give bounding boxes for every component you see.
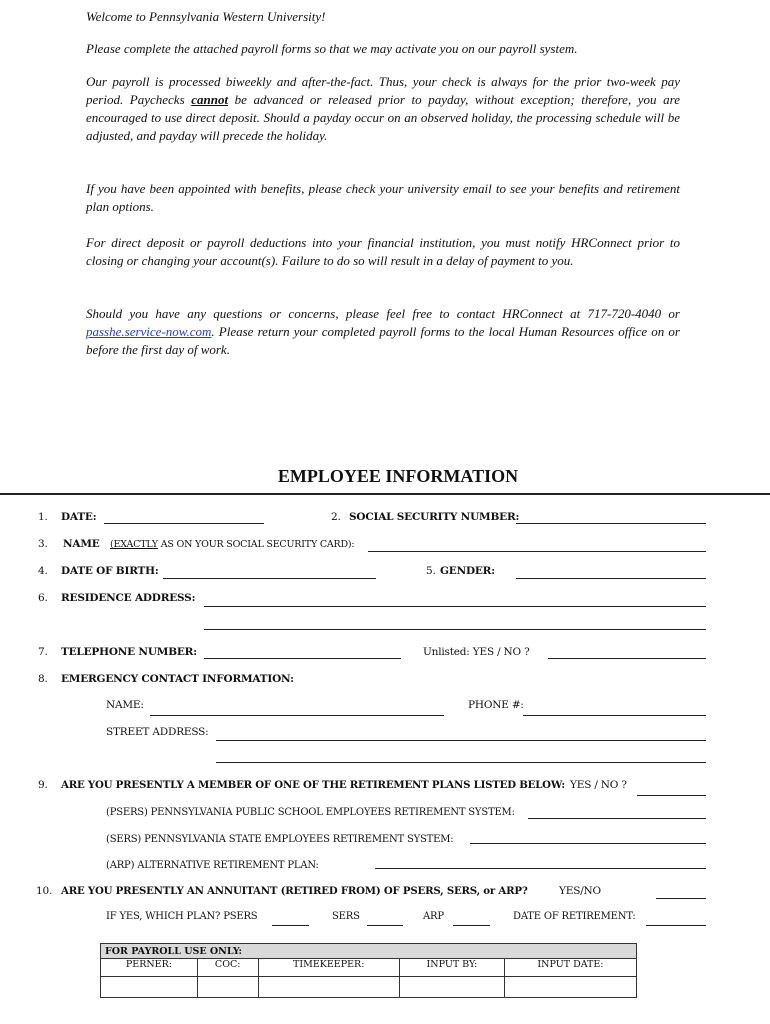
retirement-yes-no: YES / NO ? bbox=[570, 779, 627, 791]
input-date-cell[interactable] bbox=[504, 977, 636, 998]
item-number-3: 3. bbox=[38, 538, 48, 550]
retirement-question: ARE YOU PRESENTLY A MEMBER OF ONE OF THE RETIREMENT PLANS LISTED BELOW: bbox=[61, 779, 565, 791]
item-number-8: 8. bbox=[38, 673, 48, 685]
plan-psers-field[interactable] bbox=[272, 925, 309, 926]
arp-field[interactable] bbox=[375, 868, 706, 869]
perner-header: PERNER: bbox=[101, 959, 198, 977]
retirement-answer-field[interactable] bbox=[637, 795, 706, 796]
date-field[interactable] bbox=[104, 523, 264, 524]
intro-paragraph-contact bbox=[86, 305, 680, 359]
annuitant-yes-no: YES/NO bbox=[559, 885, 601, 897]
annuitant-answer-field[interactable] bbox=[656, 898, 706, 899]
ssn-field[interactable] bbox=[516, 523, 706, 524]
gender-field[interactable] bbox=[516, 578, 706, 579]
item-number-10: 10. bbox=[36, 885, 53, 897]
payroll-table-title: FOR PAYROLL USE ONLY: bbox=[101, 944, 637, 959]
item-number-2: 2. bbox=[331, 511, 341, 523]
annuitant-question: ARE YOU PRESENTLY AN ANNUITANT (RETIRED FROM) OF PSERS, SERS, or ARP? bbox=[61, 885, 528, 897]
ec-name-label: NAME: bbox=[106, 699, 144, 711]
gender-label: GENDER: bbox=[440, 565, 495, 577]
phone-label: TELEPHONE NUMBER: bbox=[61, 646, 197, 658]
item-number-4: 4. bbox=[38, 565, 48, 577]
phone-field[interactable] bbox=[204, 658, 401, 659]
intro-paragraph-benefits bbox=[86, 180, 680, 216]
plan-sers-field[interactable] bbox=[367, 925, 403, 926]
dob-field[interactable] bbox=[163, 578, 376, 579]
section-title: EMPLOYEE INFORMATION bbox=[277, 466, 519, 486]
deposit-text: For direct deposit or payroll deductions into your financial institution, you must notify HRConnect prior to closing or changing your account(s). Failure to do so will result in a delay of payment to you. bbox=[86, 235, 680, 268]
exactly-emphasis: (EXACTLY bbox=[110, 539, 158, 550]
item-number-9: 9. bbox=[38, 779, 48, 791]
which-plan-label: IF YES, WHICH PLAN? PSERS bbox=[106, 911, 258, 922]
item-number-5: 5. bbox=[426, 565, 436, 577]
contact-text-b: . Please return your completed payroll forms to the local Human Resources office on or before the first day of work. bbox=[86, 324, 680, 357]
name-instructions bbox=[110, 538, 354, 552]
date-label: DATE: bbox=[61, 511, 97, 523]
contact-text-a: Should you have any questions or concerns, please feel free to contact HRConnect at 717-720-4040 or bbox=[86, 306, 680, 321]
retirement-date-field[interactable] bbox=[646, 925, 706, 926]
psers-field[interactable] bbox=[528, 818, 706, 819]
payroll-use-table bbox=[100, 943, 637, 998]
perner-cell[interactable] bbox=[101, 977, 198, 998]
ssn-label: SOCIAL SECURITY NUMBER: bbox=[349, 511, 520, 523]
item-number-7: 7. bbox=[38, 646, 48, 658]
plan-arp-field[interactable] bbox=[453, 925, 490, 926]
retirement-date-label: DATE OF RETIREMENT: bbox=[513, 911, 636, 922]
payroll-text-c: be advanced or released prior to payday, without exception; therefore, you are encouraged to use direct deposit. Should a payday occur on an observed holiday, the processing schedule will be adjusted, and payday will precede the holiday. bbox=[86, 92, 680, 143]
unlisted-label: Unlisted: YES / NO ? bbox=[423, 646, 530, 658]
section-divider bbox=[0, 493, 770, 495]
ec-street-label: STREET ADDRESS: bbox=[106, 726, 209, 738]
address-field-line-2[interactable] bbox=[204, 629, 706, 630]
name-label: NAME bbox=[63, 538, 100, 550]
emergency-contact-label: EMERGENCY CONTACT INFORMATION: bbox=[61, 673, 294, 685]
welcome-text: Welcome to Pennsylvania Western University! bbox=[86, 9, 326, 24]
payroll-text-a: Our payroll is processed biweekly and after-the-fact. Thus, your check is always for the prior two-week pay period. Paychecks bbox=[86, 74, 680, 107]
ec-name-field[interactable] bbox=[150, 715, 444, 716]
name-field[interactable] bbox=[368, 551, 706, 552]
intro-paragraph-forms bbox=[86, 40, 680, 58]
sers-label: (SERS) PENNSYLVANIA STATE EMPLOYEES RETIREMENT SYSTEM: bbox=[106, 834, 454, 845]
psers-label: (PSERS) PENNSYLVANIA PUBLIC SCHOOL EMPLOYEES RETIREMENT SYSTEM: bbox=[106, 807, 515, 818]
plan-sers-label: SERS bbox=[332, 911, 360, 922]
cannot-emphasis: cannot bbox=[191, 92, 229, 107]
intro-paragraph-payroll bbox=[86, 73, 680, 145]
benefits-text: If you have been appointed with benefits, please check your university email to see your benefits and retirement plan options. bbox=[86, 181, 680, 214]
intro-letter bbox=[86, 8, 680, 26]
ec-street-field-line-1[interactable] bbox=[216, 740, 706, 741]
forms-text: Please complete the attached payroll forms so that we may activate you on our payroll system. bbox=[86, 41, 578, 56]
item-number-1: 1. bbox=[38, 511, 48, 523]
coc-header: COC: bbox=[197, 959, 258, 977]
item-number-6: 6. bbox=[38, 592, 48, 604]
address-field-line-1[interactable] bbox=[204, 606, 706, 607]
ec-phone-field[interactable] bbox=[523, 715, 706, 716]
intro-paragraph-deposit bbox=[86, 234, 680, 270]
ec-street-field-line-2[interactable] bbox=[216, 762, 706, 763]
payroll-text bbox=[86, 73, 680, 145]
name-instructions-rest: AS ON YOUR SOCIAL SECURITY CARD): bbox=[157, 539, 355, 550]
timekeeper-header: TIMEKEEPER: bbox=[258, 959, 399, 977]
service-now-link[interactable]: passhe.service-now.com bbox=[86, 324, 212, 339]
sers-field[interactable] bbox=[470, 843, 706, 844]
contact-text bbox=[86, 305, 680, 359]
input-by-cell[interactable] bbox=[399, 977, 504, 998]
input-date-header: INPUT DATE: bbox=[504, 959, 636, 977]
unlisted-field[interactable] bbox=[548, 658, 706, 659]
input-by-header: INPUT BY: bbox=[399, 959, 504, 977]
arp-label: (ARP) ALTERNATIVE RETIREMENT PLAN: bbox=[106, 860, 319, 871]
plan-arp-label: ARP bbox=[423, 911, 444, 922]
coc-cell[interactable] bbox=[197, 977, 258, 998]
timekeeper-cell[interactable] bbox=[258, 977, 399, 998]
dob-label: DATE OF BIRTH: bbox=[61, 565, 159, 577]
address-label: RESIDENCE ADDRESS: bbox=[61, 592, 196, 604]
ec-phone-label: PHONE #: bbox=[468, 699, 524, 711]
